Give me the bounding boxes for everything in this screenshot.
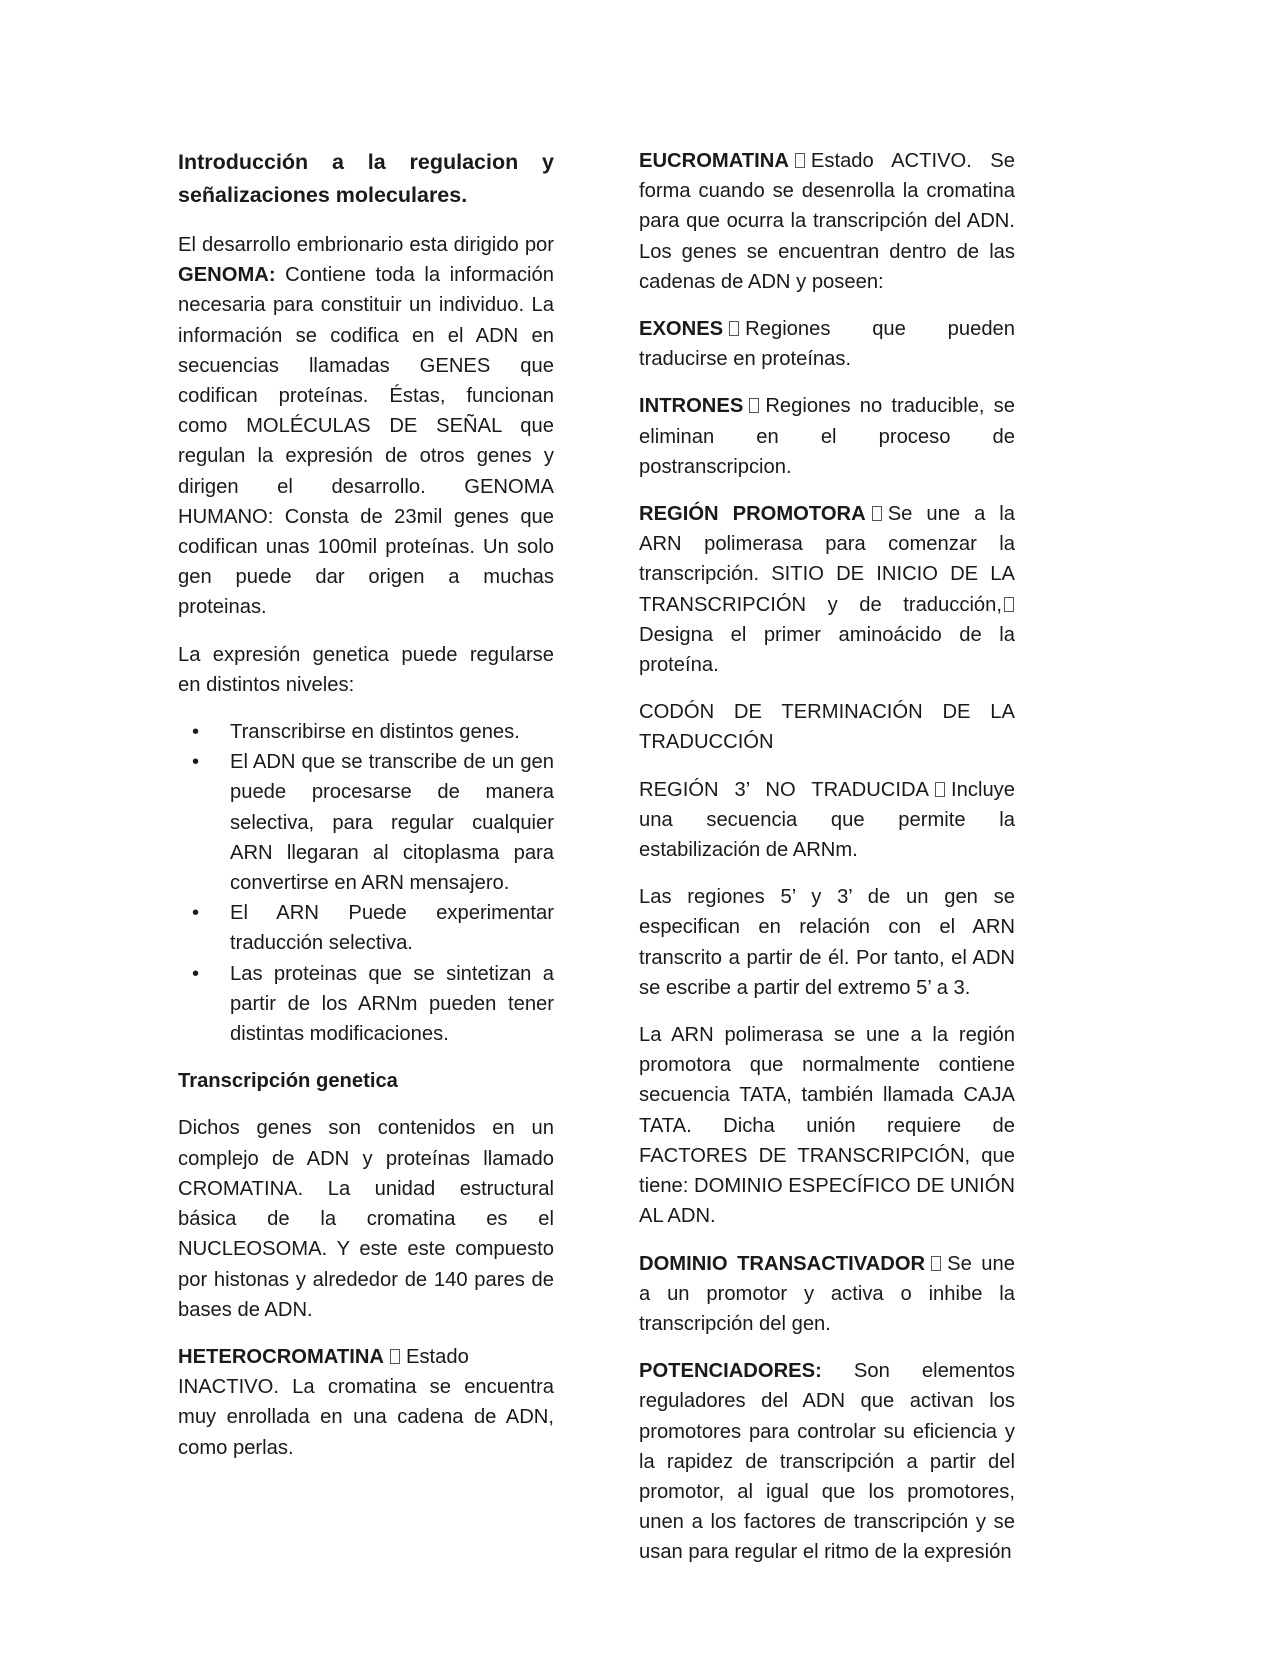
heterocromatina-term: HETEROCROMATINA bbox=[178, 1345, 384, 1368]
eucromatina-term: EUCROMATINA bbox=[639, 150, 789, 172]
promotora-text: Se une a la ARN polimerasa para comenzar la transcripción. SITIO DE INICIO DE LA TRANSCRIPCIÓN y de traducción, bbox=[639, 503, 1015, 616]
cromatina-paragraph: Dichos genes son contenidos en un complejo de ADN y proteínas llamado CROMATINA. La unidad estructural básica de la cromatina es el NUCLEOSOMA. Y este este compuesto por histonas y alrededor de 140 pares de bases de ADN. bbox=[178, 1117, 554, 1321]
dominio-text: Se une a un promotor y activa o inhibe la transcripción del gen. bbox=[639, 1252, 1015, 1335]
bullet-icon: • bbox=[192, 751, 200, 774]
exones-term: EXONES bbox=[639, 318, 724, 341]
list-item-text: El ARN Puede experimentar traducción selectiva. bbox=[230, 902, 554, 955]
regiones-paragraph: Las regiones 5’ y 3’ de un gen se especifican en relación con el ARN transcrito a partir de él. Por tanto, el ADN se escribe a partir del extremo 5’ a 3. bbox=[639, 886, 1015, 999]
intrones-paragraph bbox=[639, 391, 1015, 482]
bullet-icon: • bbox=[192, 962, 200, 985]
arrow-placeholder-icon bbox=[931, 1256, 941, 1271]
potenciadores-term: POTENCIADORES: bbox=[639, 1360, 822, 1383]
list-item bbox=[178, 898, 554, 958]
region3-text: Incluye una secuencia que permite la estabilización de ARNm. bbox=[639, 778, 1015, 862]
arrow-placeholder-icon bbox=[729, 321, 739, 336]
bullet-icon: • bbox=[192, 721, 200, 744]
potenciadores-text: Son elementos reguladores del ADN que activan los promotores para controlar su eficiencia y la rapidez de transcripción a partir del promotor, al igual que los promotores, unen a los factores de transcripción y se usan para regular el ritmo de la expresión bbox=[639, 1360, 1016, 1564]
genoma-term: GENOMA: bbox=[178, 264, 276, 287]
arrow-placeholder-icon bbox=[935, 782, 945, 797]
intrones-term: INTRONES bbox=[639, 395, 744, 418]
intrones-text: Regiones no traducible, se eliminan en el proceso de postranscripcion. bbox=[639, 395, 1015, 478]
document-title: Introducción a la regulacion y señalizaciones moleculares. bbox=[178, 150, 554, 207]
list-item-text: Transcribirse en distintos genes. bbox=[230, 721, 520, 744]
right-column bbox=[639, 146, 1015, 1585]
eucromatina-text: Estado ACTIVO. Se forma cuando se desenrolla la cromatina para que ocurra la transcripción del ADN. Los genes se encuentran dentro de las cadenas de ADN y poseen: bbox=[639, 150, 1015, 293]
arrow-placeholder-icon bbox=[390, 1349, 400, 1364]
arrow-placeholder-icon bbox=[872, 506, 882, 521]
list-item bbox=[178, 747, 554, 898]
intro-lead: El desarrollo embrionario esta dirigido por bbox=[178, 234, 554, 256]
arrow-placeholder-icon bbox=[749, 398, 759, 413]
promotora-paragraph bbox=[639, 499, 1015, 680]
promotora-term: REGIÓN PROMOTORA bbox=[639, 503, 866, 526]
region3-paragraph bbox=[639, 775, 1015, 866]
list-item-text: El ADN que se transcribe de un gen puede procesarse de manera selectiva, para regular cualquier ARN llegaran al citoplasma para convertirse en ARN mensajero. bbox=[230, 751, 554, 895]
potenciadores-paragraph bbox=[639, 1356, 1015, 1567]
list-item bbox=[178, 959, 554, 1050]
codon-paragraph: CODÓN DE TERMINACIÓN DE LA TRADUCCIÓN bbox=[639, 701, 1015, 754]
list-item bbox=[178, 717, 554, 747]
arrow-placeholder-icon bbox=[1004, 597, 1014, 612]
dominio-paragraph bbox=[639, 1249, 1015, 1340]
polimerasa-paragraph: La ARN polimerasa se une a la región promotora que normalmente contiene secuencia TATA, también llamada CAJA TATA. Dicha unión requiere de FACTORES DE TRANSCRIPCIÓN, que tiene: DOMINIO ESPECÍFICO DE UNIÓN AL ADN. bbox=[639, 1024, 1015, 1228]
levels-list bbox=[178, 717, 554, 1049]
intro-rest: Contiene toda la información necesaria para constituir un individuo. La información se codifica en el ADN en secuencias llamadas GENES que codifican proteínas. Éstas, funcionan como MOLÉCULAS DE SEÑAL que regulan la expresión de otros genes y dirigen el desarrollo. GENOMA HUMANO: Consta de 23mil genes que codifican unas 100mil proteínas. Un solo gen puede dar origen a muchas proteinas. bbox=[178, 264, 554, 619]
bullet-icon: • bbox=[192, 902, 200, 925]
heterocromatina-paragraph bbox=[178, 1342, 554, 1463]
section-heading: Transcripción genetica bbox=[178, 1070, 398, 1093]
exones-paragraph bbox=[639, 314, 1015, 374]
region3-lead: REGIÓN 3’ NO TRADUCIDA bbox=[639, 778, 930, 801]
eucromatina-paragraph bbox=[639, 146, 1015, 297]
list-item-text: Las proteinas que se sintetizan a partir de los ARNm pueden tener distintas modificaciones. bbox=[230, 962, 554, 1046]
heterocromatina-text: Estado INACTIVO. La cromatina se encuentra muy enrollada en una cadena de ADN, como perlas. bbox=[178, 1345, 554, 1459]
dominio-term: DOMINIO TRANSACTIVADOR bbox=[639, 1252, 926, 1275]
left-column bbox=[178, 146, 554, 1480]
levels-intro: La expresión genetica puede regularse en distintos niveles: bbox=[178, 643, 554, 696]
promotora-text-2: Designa el primer aminoácido de la proteína. bbox=[639, 623, 1015, 677]
exones-text: Regiones que pueden traducirse en proteínas. bbox=[639, 318, 1015, 371]
arrow-placeholder-icon bbox=[795, 153, 805, 168]
intro-paragraph bbox=[178, 230, 554, 623]
